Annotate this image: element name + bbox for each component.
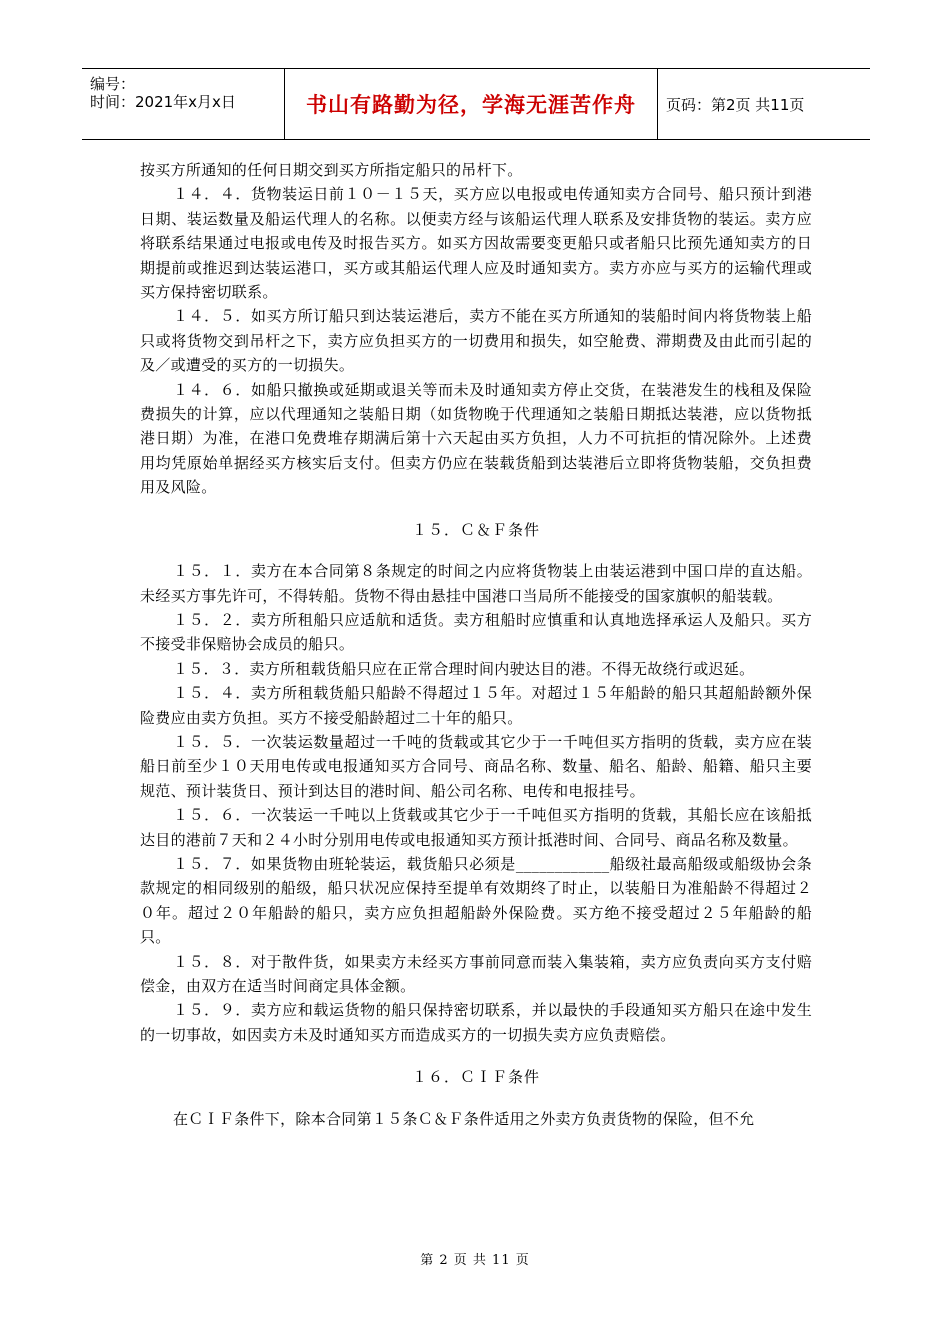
paragraph: 按买方所通知的任何日期交到买方所指定船只的吊杆下。 xyxy=(140,161,523,179)
paragraph-15-6: １５．６．一次装运一千吨以上货载或其它少于一千吨但买方指明的货载，其船长应在该船抵达目的港前７天和２４小时分别用电传或电报通知买方预计抵港时间、合同号、商品名称及数量。 xyxy=(140,806,812,849)
paragraph-15-1: １５．１．卖方在本合同第８条规定的时间之内应将货物装上由装运港到中国口岸的直达船。未经买方事先许可，不得转船。货物不得由悬挂中国港口当局所不能接受的国家旗帜的船装载。 xyxy=(140,562,812,605)
paragraph-14-5: １４．５．如买方所订船只到达装运港后，卖方不能在买方所通知的装船时间内将货物装上船只或将货物交到吊杆之下，卖方应负担买方的一切费用和损失，如空舱费、滞期费及由此而引起的及／或遭受的买方的一切损失。 xyxy=(140,307,812,375)
document-header xyxy=(82,68,870,140)
document-date-label: 时间：2021年x月x日 xyxy=(90,93,236,111)
paragraph-14-6: １４．６．如船只撤换或延期或退关等而未及时通知卖方停止交货，在装港发生的栈租及保险费损失的计算，应以代理通知之装船日期（如货物晚于代理通知之装船日期抵达装港，应以货物抵港日期）为准，在港口免费堆存期满后第十六天起由买方负担，人力不可抗拒的情况除外。上述费用均凭原始单据经买方核实后支付。但卖方仍应在装载货船到达装港后立即将货物装船，交负担费用及风险。 xyxy=(140,380,812,497)
header-page-info: 页码：第2页 共11页 xyxy=(666,95,805,114)
page-footer: 第 2 页 共 11 页 xyxy=(420,1253,530,1268)
header-motto: 书山有路勤为径，学海无涯苦作舟 xyxy=(306,93,636,117)
paragraph-15-3: １５．３．卖方所租载货船只应在正常合理时间内驶达目的港。不得无故绕行或迟延。 xyxy=(173,659,755,678)
header-divider xyxy=(657,69,658,139)
paragraph-15-8: １５．８．对于散件货，如果卖方未经买方事前同意而装入集装箱，卖方应负责向买方支付赔偿金，由双方在适当时间商定具体金额。 xyxy=(140,952,812,995)
paragraph-15-2: １５．２．卖方所租船只应适航和适货。卖方租船时应慎重和认真地选择承运人及船只。买方不接受非保赔协会成员的船只。 xyxy=(140,610,812,654)
paragraph-15-7: １５．７．如果货物由班轮装运，载货船只必须是____________船级社最高船级或船级协会条款规定的相同级别的船级，船只状况应保持至提单有效期终了时止，以装船日为准船龄不得超过２０年。超过２０年船龄的船只，卖方应负担超船龄外保险费。买方绝不接受超过２５年船龄的船只。 xyxy=(140,854,812,947)
section-16-title: １６．ＣＩＦ条件 xyxy=(411,1068,540,1087)
document-number-label: 编号： xyxy=(90,75,136,93)
paragraph-14-4: １４．４．货物装运日前１０－１５天，买方应以电报或电传通知卖方合同号、船只预计到港日期、装运数量及船运代理人的名称。以便卖方经与该船运代理人联系及安排货物的装运。卖方应将联系结果通过电报或电传及时报告买方。如买方因故需要变更船只或者船只比预先通知卖方的日期提前或推迟到达装运港口，买方或其船运代理人应及时通知卖方。卖方亦应与买方的运输代理或买方保持密切联系。 xyxy=(140,185,812,302)
paragraph-16: 在ＣＩＦ条件下，除本合同第１５条Ｃ＆Ｆ条件适用之外卖方负责货物的保险，但不允 xyxy=(173,1109,755,1128)
section-15-title: １５．Ｃ＆Ｆ条件 xyxy=(411,520,540,539)
paragraph-15-4: １５．４．卖方所租载货船只船龄不得超过１５年。对超过１５年船龄的船只其超船龄额外保险费应由卖方负担。买方不接受船龄超过二十年的船只。 xyxy=(140,684,812,727)
paragraph-15-5: １５．５．一次装运数量超过一千吨的货载或其它少于一千吨但买方指明的货载，卖方应在装船日前至少１０天用电传或电报通知买方合同号、商品名称、数量、船名、船龄、船籍、船只主要规范、预计装货日、预计到达目的港时间、船公司名称、电传和电报挂号。 xyxy=(140,732,812,800)
paragraph-15-9: １５．９．卖方应和载运货物的船只保持密切联系，并以最快的手段通知买方船只在途中发生的一切事故，如因卖方未及时通知买方而造成买方的一切损失卖方应负责赔偿。 xyxy=(140,1001,812,1044)
document-body xyxy=(140,158,812,1131)
header-meta xyxy=(82,69,284,139)
